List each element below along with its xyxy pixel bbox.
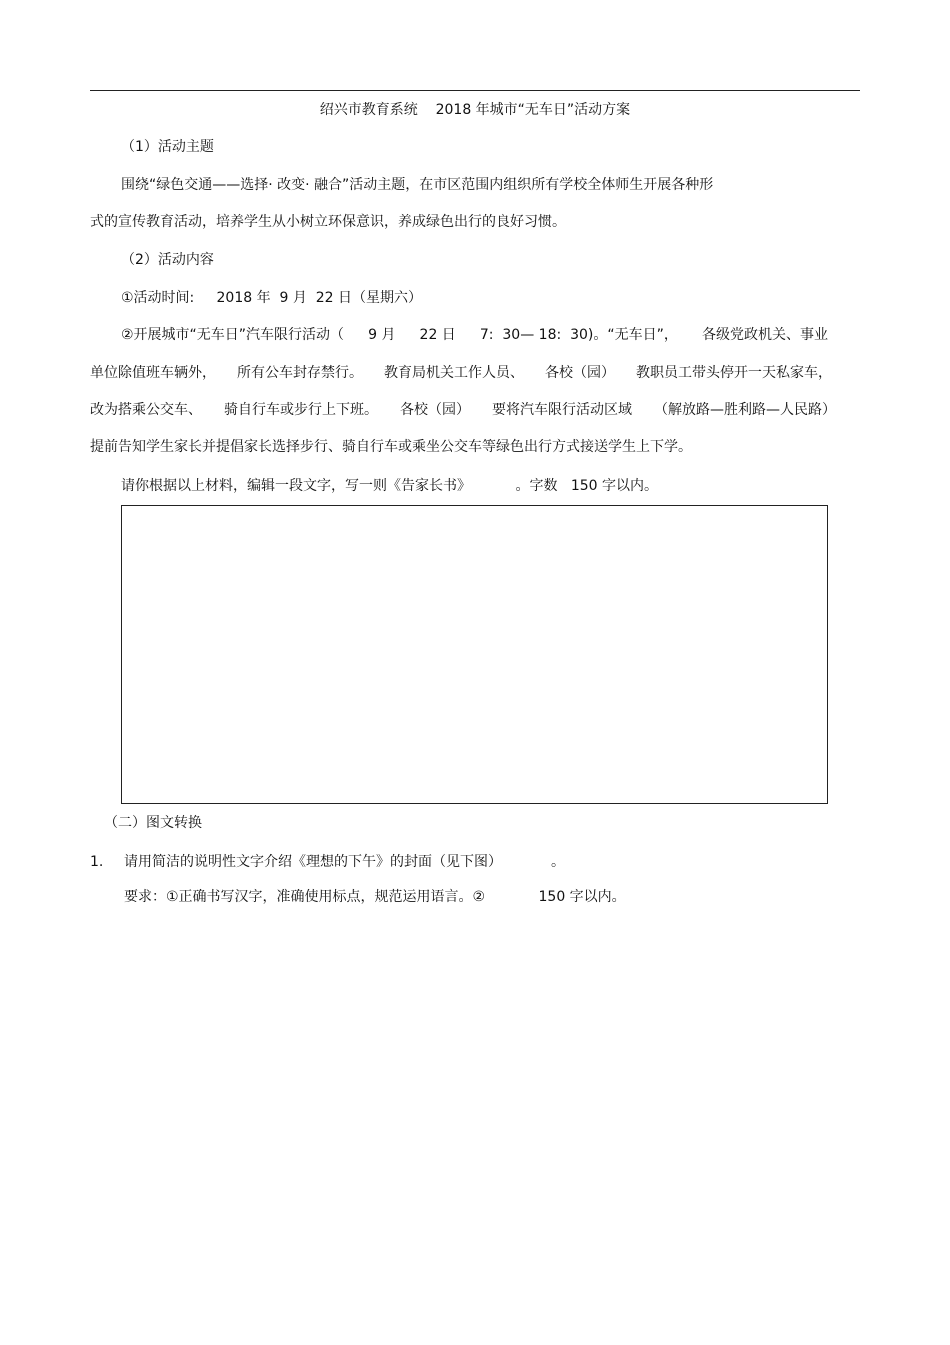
activity-paragraph-line-3 [90, 400, 836, 420]
text-segment: ②开展城市“无车日”汽车限行活动（ [121, 327, 345, 343]
activity-paragraph-line-2 [90, 363, 832, 383]
text-segment: 所有公车封存禁行。 [237, 365, 363, 381]
activity-paragraph-line-1 [121, 325, 828, 345]
activity-time-line: ①活动时间: 2018 年 9 月 22 日（星期六） [121, 290, 423, 306]
question-text: 请用简洁的说明性文字介绍《理想的下午》的封面（见下图） 。 [124, 854, 565, 870]
document-title: 绍兴市教育系统 2018 年城市“无车日”活动方案 [319, 102, 631, 118]
question-number: 1. [90, 854, 104, 870]
section-heading-theme: （1）活动主题 [121, 139, 214, 155]
answer-box[interactable] [121, 505, 828, 804]
text-segment: 骑自行车或步行上下班。 [224, 402, 378, 418]
text-segment: 各校（园） [545, 365, 615, 381]
text-segment: 单位除值班车辆外， [90, 365, 216, 381]
text-segment: 7: 30— 18: 30)。“无车日”， [479, 327, 678, 343]
writing-task-prompt: 请你根据以上材料，编辑一段文字，写一则《告家长书》 。字数 150 字以内。 [121, 478, 659, 494]
theme-paragraph-line-1: 围绕“绿色交通——选择· 改变· 融合”活动主题，在市区范围内组织所有学校全体师生开展各种形 [121, 177, 714, 193]
text-segment: 教育局机关工作人员、 [384, 365, 524, 381]
part-two-heading: （二）图文转换 [104, 815, 202, 831]
text-segment: 各级党政机关、事业 [701, 327, 828, 343]
text-segment: 改为搭乘公交车、 [90, 402, 202, 418]
section-heading-content: （2）活动内容 [121, 252, 214, 268]
header-rule [90, 90, 860, 91]
theme-paragraph-line-2: 式的宣传教育活动，培养学生从小树立环保意识，养成绿色出行的良好习惯。 [90, 214, 566, 230]
text-segment: 9 月 [368, 327, 396, 343]
text-segment: 教职员工带头停开一天私家车， [636, 365, 832, 381]
text-segment: 各校（园） [400, 402, 470, 418]
activity-paragraph-line-4: 提前告知学生家长并提倡家长选择步行、骑自行车或乘坐公交车等绿色出行方式接送学生上下学。 [90, 439, 692, 455]
text-segment: 22 日 [419, 327, 456, 343]
requirements-line: 要求：①正确书写汉字，准确使用标点，规范运用语言。② 150 字以内。 [124, 889, 626, 905]
text-segment: 要将汽车限行活动区域 [492, 402, 632, 418]
text-segment: （解放路—胜利路—人民路） [654, 402, 836, 418]
